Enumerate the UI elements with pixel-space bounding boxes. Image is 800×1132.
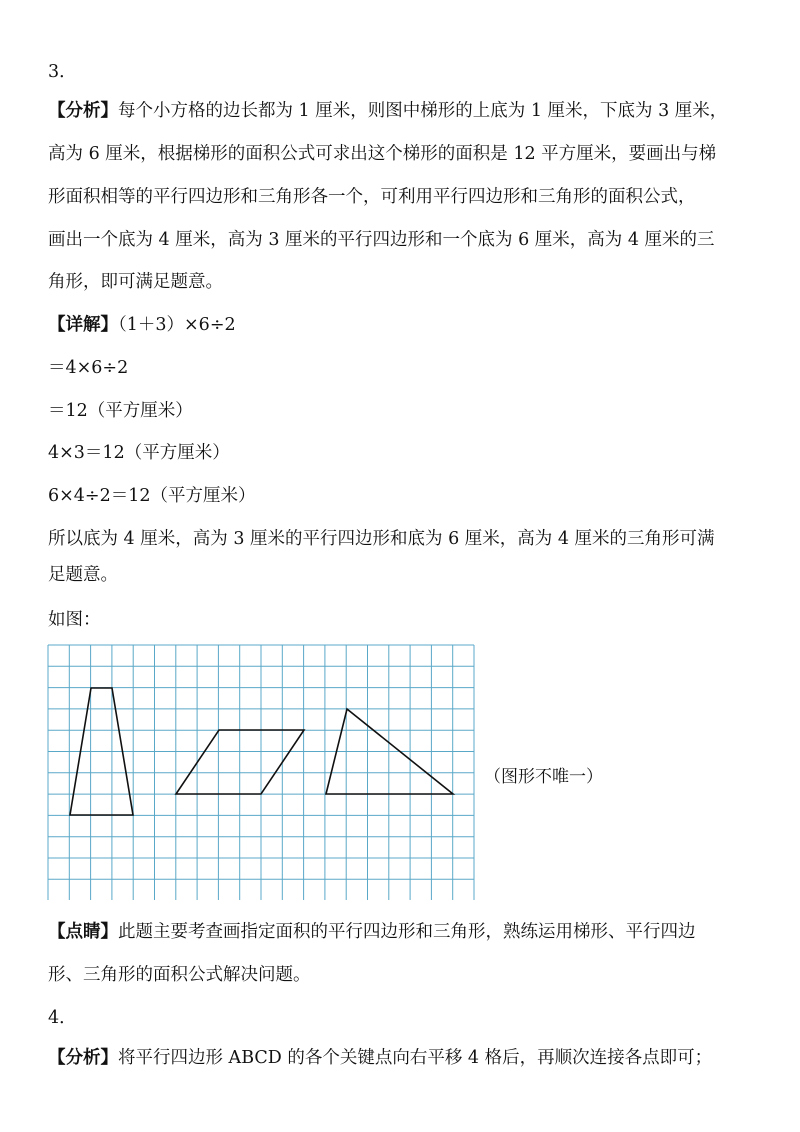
problem-4-number: 4． bbox=[48, 1008, 77, 1028]
comment-tag: 【点睛】 bbox=[48, 922, 118, 942]
comment-line-2: 形、三角形的面积公式解决问题。 bbox=[48, 965, 311, 985]
comment-text: 此题主要考查画指定面积的平行四边形和三角形，熟练运用梯形、平行四边 bbox=[118, 922, 696, 942]
problem-3-number: 3． bbox=[48, 62, 77, 82]
figure-label: 如图： bbox=[48, 610, 101, 630]
detail-tag: 【详解】 bbox=[48, 315, 118, 335]
detail-formula: （1＋3）×6÷2 bbox=[118, 315, 236, 335]
detail-line-5: 6×4÷2＝12（平方厘米） bbox=[48, 486, 256, 506]
analysis-tag: 【分析】 bbox=[48, 101, 118, 121]
detail-line-1 bbox=[48, 313, 236, 337]
comment-line-1 bbox=[48, 920, 696, 944]
analysis-line-3: 形面积相等的平行四边形和三角形各一个，可利用平行四边形和三角形的面积公式， bbox=[48, 187, 696, 207]
conclusion-line-1: 所以底为 4 厘米，高为 3 厘米的平行四边形和底为 6 厘米，高为 4 厘米的三角形可满 bbox=[48, 529, 715, 549]
conclusion-line-2: 足题意。 bbox=[48, 565, 118, 585]
detail-line-2: ＝4×6÷2 bbox=[48, 358, 129, 378]
problem4-analysis-tag: 【分析】 bbox=[48, 1048, 118, 1068]
grid-figure bbox=[47, 644, 477, 900]
detail-line-4: 4×3＝12（平方厘米） bbox=[48, 443, 230, 463]
problem4-analysis-text: 将平行四边形 ABCD 的各个关键点向右平移 4 格后，再顺次连接各点即可； bbox=[118, 1048, 713, 1068]
problem4-analysis-line bbox=[48, 1046, 712, 1070]
grid-lines bbox=[48, 645, 474, 900]
analysis-line-1 bbox=[48, 99, 727, 123]
analysis-line-4: 画出一个底为 4 厘米，高为 3 厘米的平行四边形和一个底为 6 厘米，高为 4 厘米的三 bbox=[48, 230, 715, 250]
figure-note: （图形不唯一） bbox=[484, 767, 603, 787]
analysis-line-2: 高为 6 厘米，根据梯形的面积公式可求出这个梯形的面积是 12 平方厘米，要画出与梯 bbox=[48, 144, 717, 164]
analysis-line-5: 角形，即可满足题意。 bbox=[48, 272, 223, 292]
detail-line-3: ＝12（平方厘米） bbox=[48, 401, 193, 421]
analysis-text: 每个小方格的边长都为 1 厘米，则图中梯形的上底为 1 厘米，下底为 3 厘米， bbox=[118, 101, 728, 121]
